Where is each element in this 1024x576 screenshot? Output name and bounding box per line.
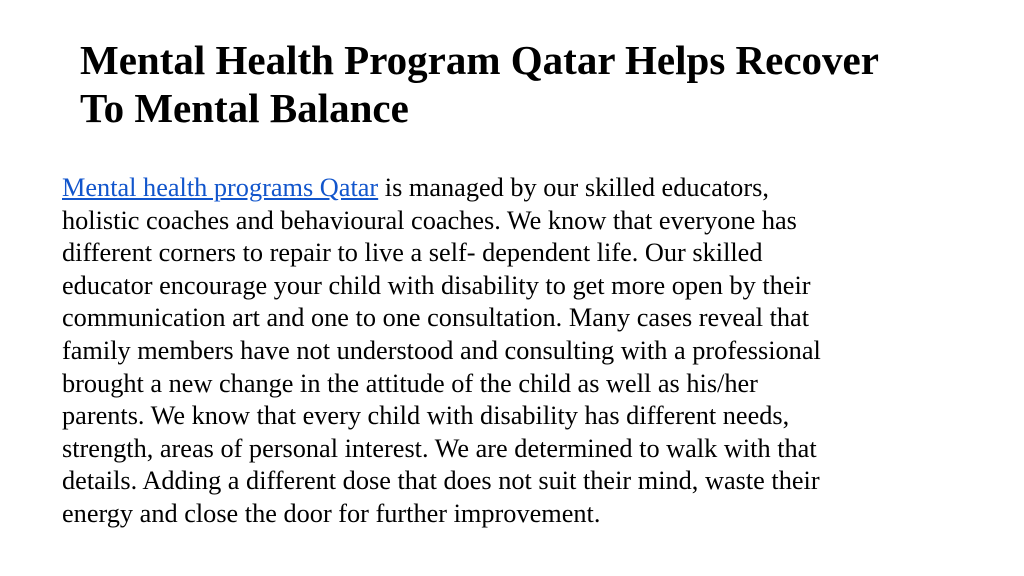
paragraph-line: energy and close the door for further improvement. (62, 498, 601, 528)
mental-health-programs-link[interactable]: Mental health programs Qatar (62, 173, 379, 202)
paragraph-line: strength, areas of personal interest. We are determined to walk with that (62, 433, 817, 463)
paragraph-line: different corners to repair to live a self- dependent life. Our skilled (62, 238, 763, 268)
paragraph-line: brought a new change in the attitude of the child as well as his/her (62, 368, 758, 398)
paragraph-text: is managed by our skilled educators, (378, 173, 769, 202)
paragraph-line: family members have not understood and consulting with a professional (62, 335, 821, 365)
body-paragraph (62, 172, 942, 531)
paragraph-line: educator encourage your child with disability to get more open by their (62, 270, 811, 300)
paragraph-line (62, 172, 942, 205)
paragraph-line: parents. We know that every child with disability has different needs, (62, 401, 790, 431)
page-title-line-2: To Mental Balance (80, 85, 409, 131)
paragraph-line: communication art and one to one consultation. Many cases reveal that (62, 303, 810, 333)
page-title-line-1: Mental Health Program Qatar Helps Recover (80, 37, 879, 83)
paragraph-line: details. Adding a different dose that does not suit their mind, waste their (62, 466, 820, 496)
page-title (80, 36, 1010, 132)
paragraph-line: holistic coaches and behavioural coaches. We know that everyone has (62, 205, 797, 235)
